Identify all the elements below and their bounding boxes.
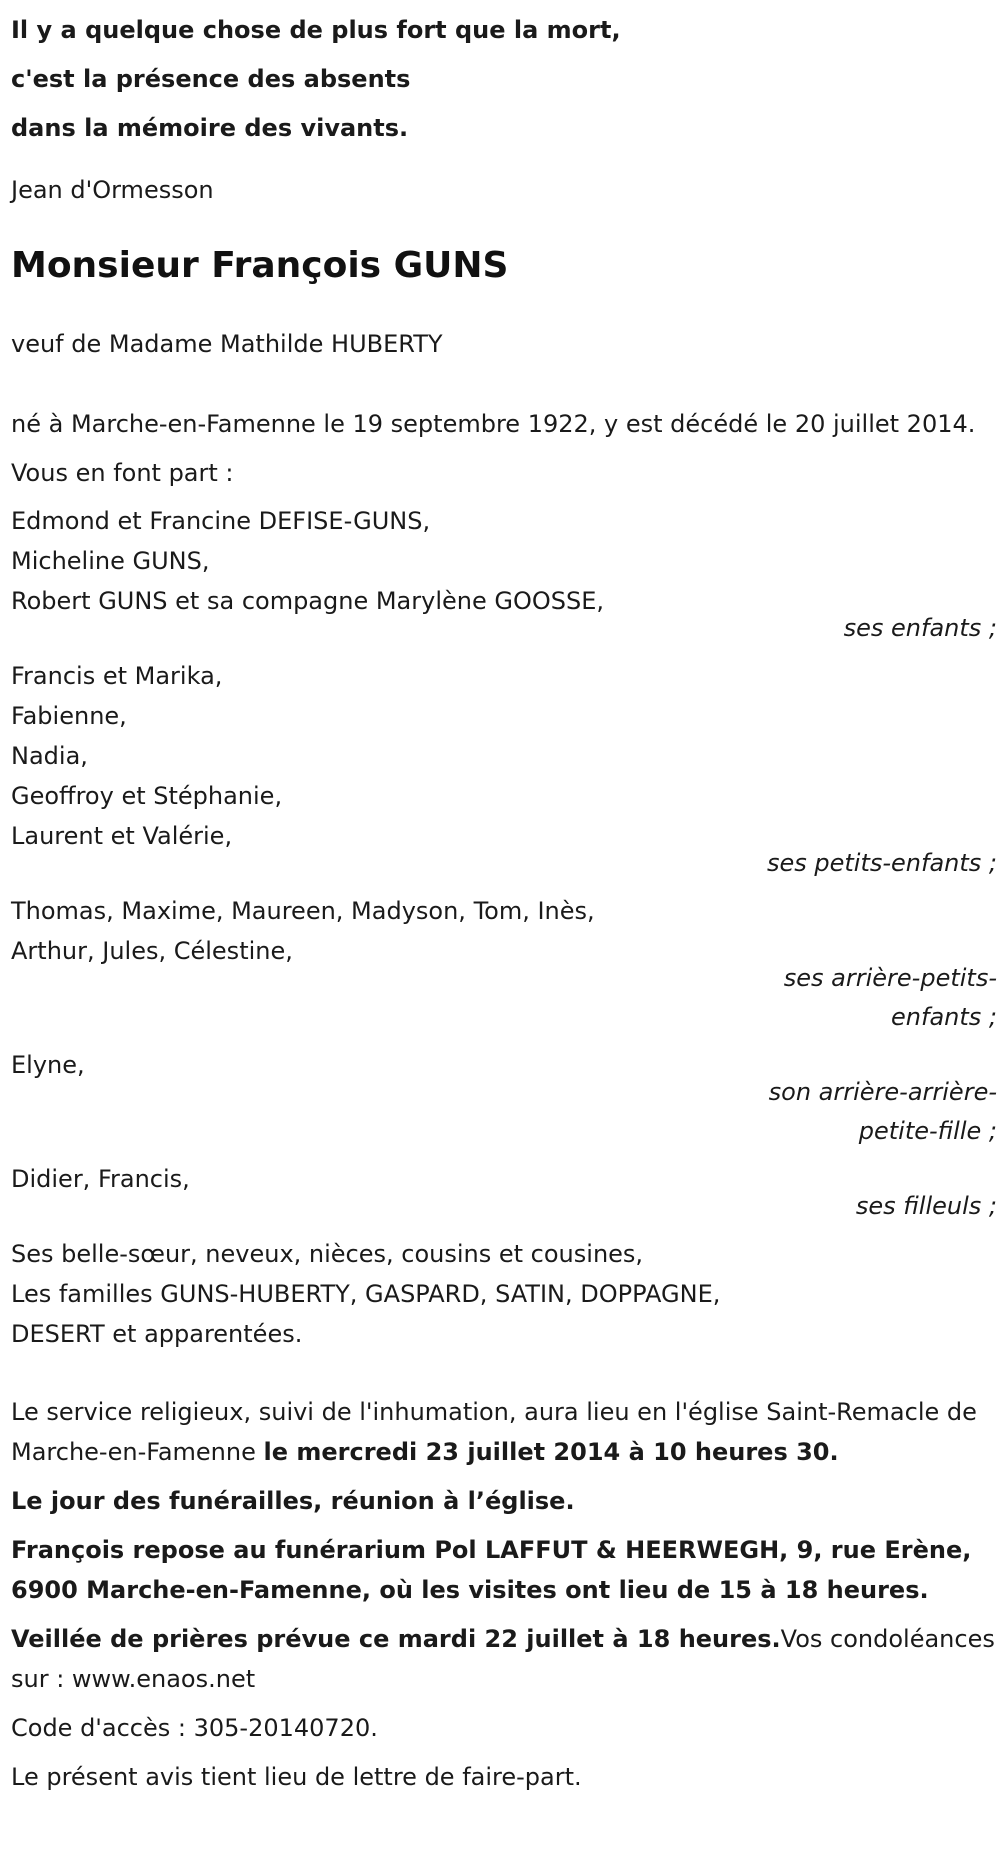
epigraph-line: c'est la présence des absents (11, 65, 411, 93)
family-member: Fabienne, (11, 702, 127, 730)
family-group-great-grandchildren (11, 891, 997, 1037)
family-member: Geoffroy et Stéphanie, (11, 782, 283, 810)
family-group-grandchildren (11, 656, 997, 883)
intro-line: Vous en font part : (11, 459, 234, 487)
access-code-line: Code d'accès : 305-20140720. (11, 1714, 378, 1742)
epigraph-author: Jean d'Ormesson (11, 176, 214, 204)
family-group-godchildren (11, 1159, 997, 1226)
family-member: Edmond et Francine DEFISE-GUNS, (11, 507, 431, 535)
family-role: son arrière-arrière-petite-fille ; (768, 1078, 997, 1145)
meeting-line: Le jour des funérailles, réunion à l’église. (11, 1487, 575, 1515)
family-role: ses filleuls ; (855, 1192, 997, 1220)
family-member: Thomas, Maxime, Maureen, Madyson, Tom, Inès, (11, 897, 595, 925)
family-member: Arthur, Jules, Célestine, (11, 937, 293, 965)
family-role: ses enfants ; (843, 614, 997, 642)
extended-family-line: Les familles GUNS-HUBERTY, GASPARD, SATIN, DOPPAGNE, (11, 1280, 721, 1308)
extended-family (11, 1234, 997, 1354)
obituary-content (11, 6, 997, 1797)
family-role: ses arrière-petits-enfants ; (783, 964, 997, 1031)
extended-family-line: DESERT et apparentées. (11, 1320, 303, 1348)
family-member: Micheline GUNS, (11, 547, 210, 575)
condolences-text: Vos condoléances sur : www.enaos.net (11, 1625, 995, 1693)
closing-line: Le présent avis tient lieu de lettre de faire-part. (11, 1763, 582, 1791)
birth-death-line: né à Marche-en-Famenne le 19 septembre 1922, y est décédé le 20 juillet 2014. (11, 410, 976, 438)
family-member: Nadia, (11, 742, 88, 770)
funeral-home-paragraph: François repose au funérarium Pol LAFFUT & HEERWEGH, 9, rue Erène, 6900 Marche-en-Famenne, où les visites ont lieu de 15 à 18 heures. (11, 1536, 972, 1604)
family-member: Elyne, (11, 1051, 85, 1079)
family-group-great-great-grandchild (11, 1045, 997, 1151)
family-member: Robert GUNS et sa compagne Marylène GOOSSE, (11, 587, 605, 615)
epigraph-line: dans la mémoire des vivants. (11, 114, 409, 142)
family-group-children (11, 501, 997, 648)
service-text: Le service religieux, suivi de l'inhumation, aura lieu en l'église Saint-Remacle de Marche-en-Famenne (11, 1398, 977, 1466)
family-member: Didier, Francis, (11, 1165, 190, 1193)
vigil-text: Veillée de prières prévue ce mardi 22 juillet à 18 heures. (11, 1625, 781, 1653)
extended-family-line: Ses belle-sœur, neveux, nièces, cousins et cousines, (11, 1240, 644, 1268)
family-member: Francis et Marika, (11, 662, 223, 690)
deceased-name: Monsieur François GUNS (11, 245, 509, 286)
epigraph-line: Il y a quelque chose de plus fort que la mort, (11, 16, 621, 44)
epigraph (11, 6, 997, 210)
family-member: Laurent et Valérie, (11, 822, 233, 850)
vigil-paragraph (11, 1619, 997, 1699)
family-role: ses petits-enfants ; (766, 849, 997, 877)
spouse-line: veuf de Madame Mathilde HUBERTY (11, 330, 443, 358)
service-date: le mercredi 23 juillet 2014 à 10 heures 30. (263, 1438, 839, 1466)
service-paragraph (11, 1392, 997, 1472)
